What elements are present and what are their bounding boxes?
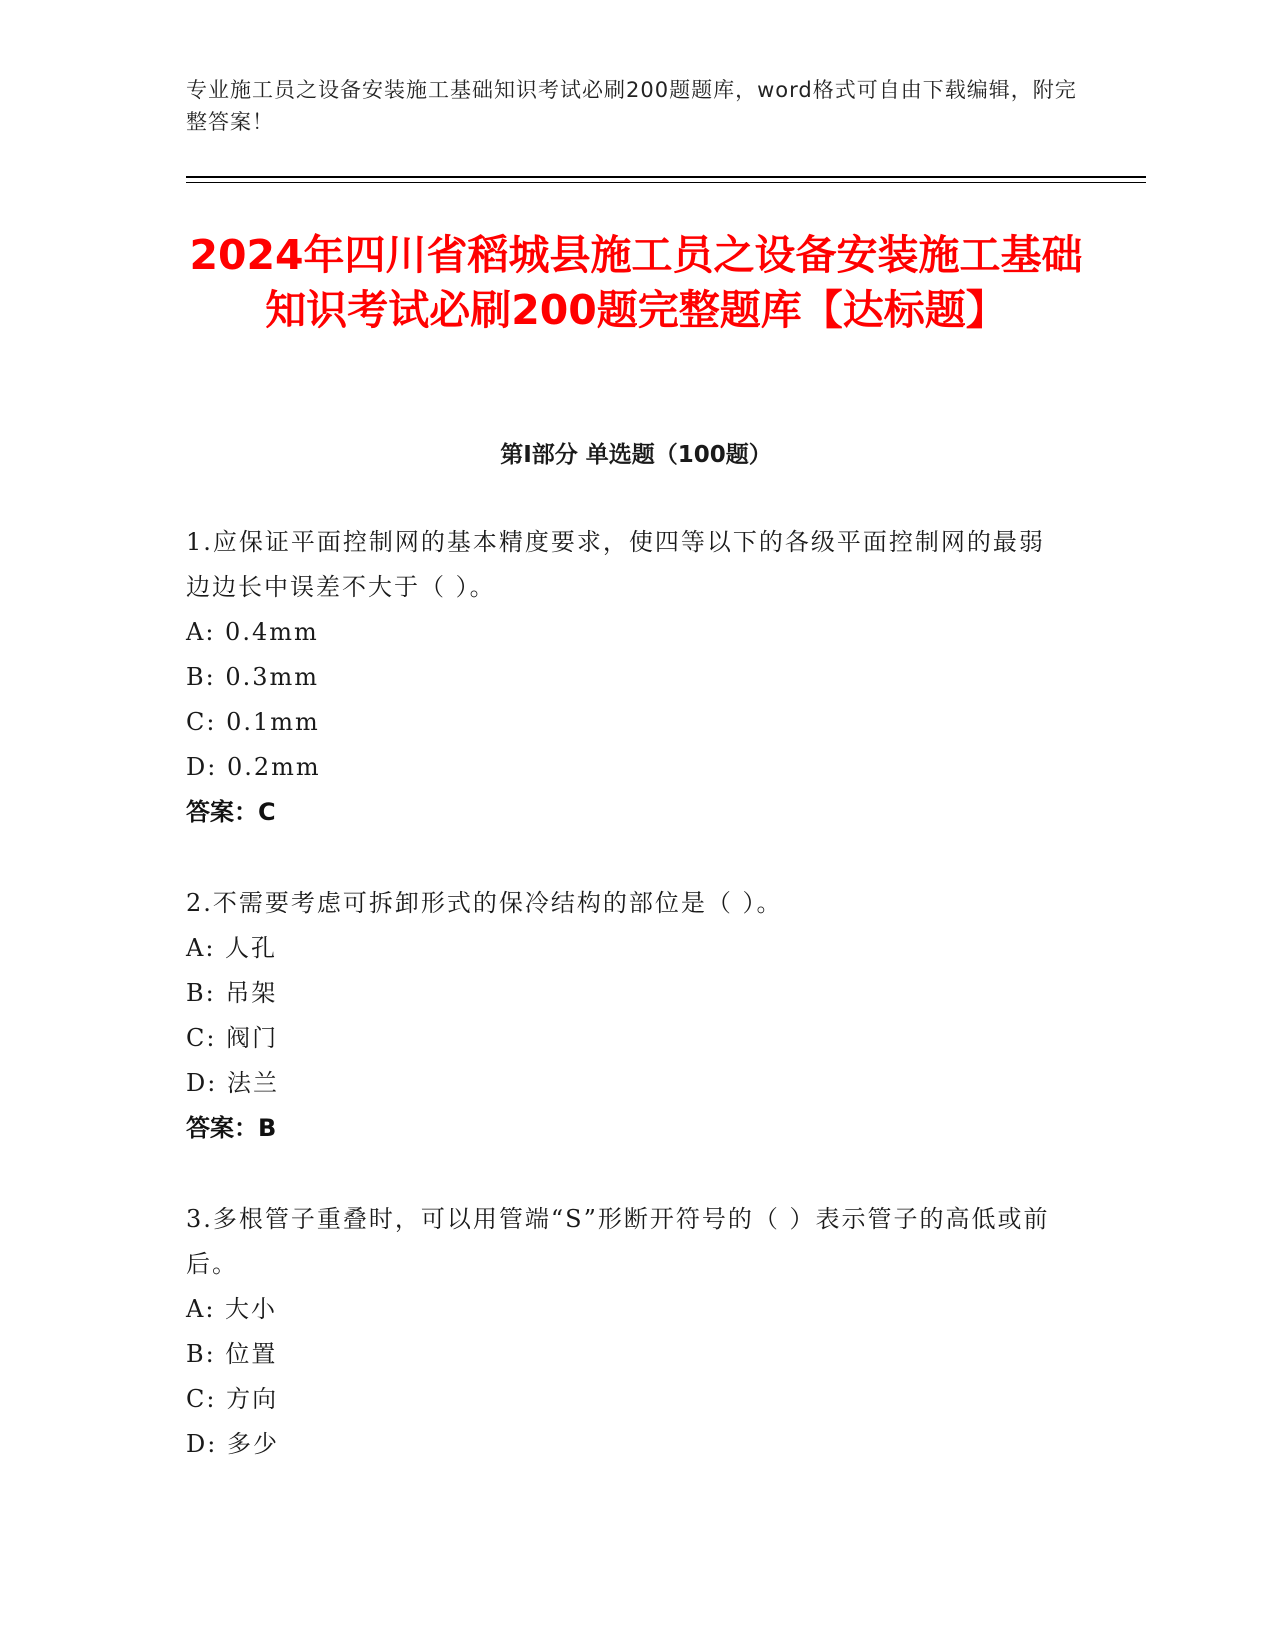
option-d: D: 多少 (186, 1430, 279, 1458)
option-c: C: 阀门 (186, 1024, 279, 1052)
header-divider-thin (186, 182, 1146, 183)
answer-line: 答案：C (186, 798, 276, 826)
question-stem: 1.应保证平面控制网的基本精度要求，使四等以下的各级平面控制网的最弱边边长中误差不大于（ ）。 (186, 528, 1045, 601)
header-note: 专业施工员之设备安装施工基础知识考试必刷200题题库，word格式可自由下载编辑，附完整答案！ (186, 78, 1077, 134)
option-b: B: 0.3mm (186, 663, 320, 691)
header-divider (186, 176, 1146, 178)
option-c: C: 0.1mm (186, 708, 320, 736)
question-1 (186, 520, 1066, 835)
document-title: 2024年四川省稻城县施工员之设备安装施工基础知识考试必刷200题完整题库【达标题】 (189, 231, 1083, 334)
option-c: C: 方向 (186, 1385, 279, 1413)
option-b: B: 吊架 (186, 979, 278, 1007)
option-b: B: 位置 (186, 1340, 278, 1368)
question-stem: 3.多根管子重叠时，可以用管端“S”形断开符号的（ ）表示管子的高低或前后。 (186, 1205, 1050, 1278)
option-a: A: 0.4mm (186, 618, 319, 646)
option-a: A: 大小 (186, 1295, 278, 1323)
question-stem: 2.不需要考虑可拆卸形式的保冷结构的部位是（ ）。 (186, 889, 783, 917)
question-list (186, 520, 1066, 1513)
section-heading: 第I部分 单选题（100题） (500, 442, 772, 468)
option-a: A: 人孔 (186, 934, 278, 962)
option-d: D: 0.2mm (186, 753, 321, 781)
option-d: D: 法兰 (186, 1069, 279, 1097)
answer-line: 答案：B (186, 1114, 277, 1142)
question-3 (186, 1197, 1066, 1467)
question-2 (186, 881, 1066, 1151)
